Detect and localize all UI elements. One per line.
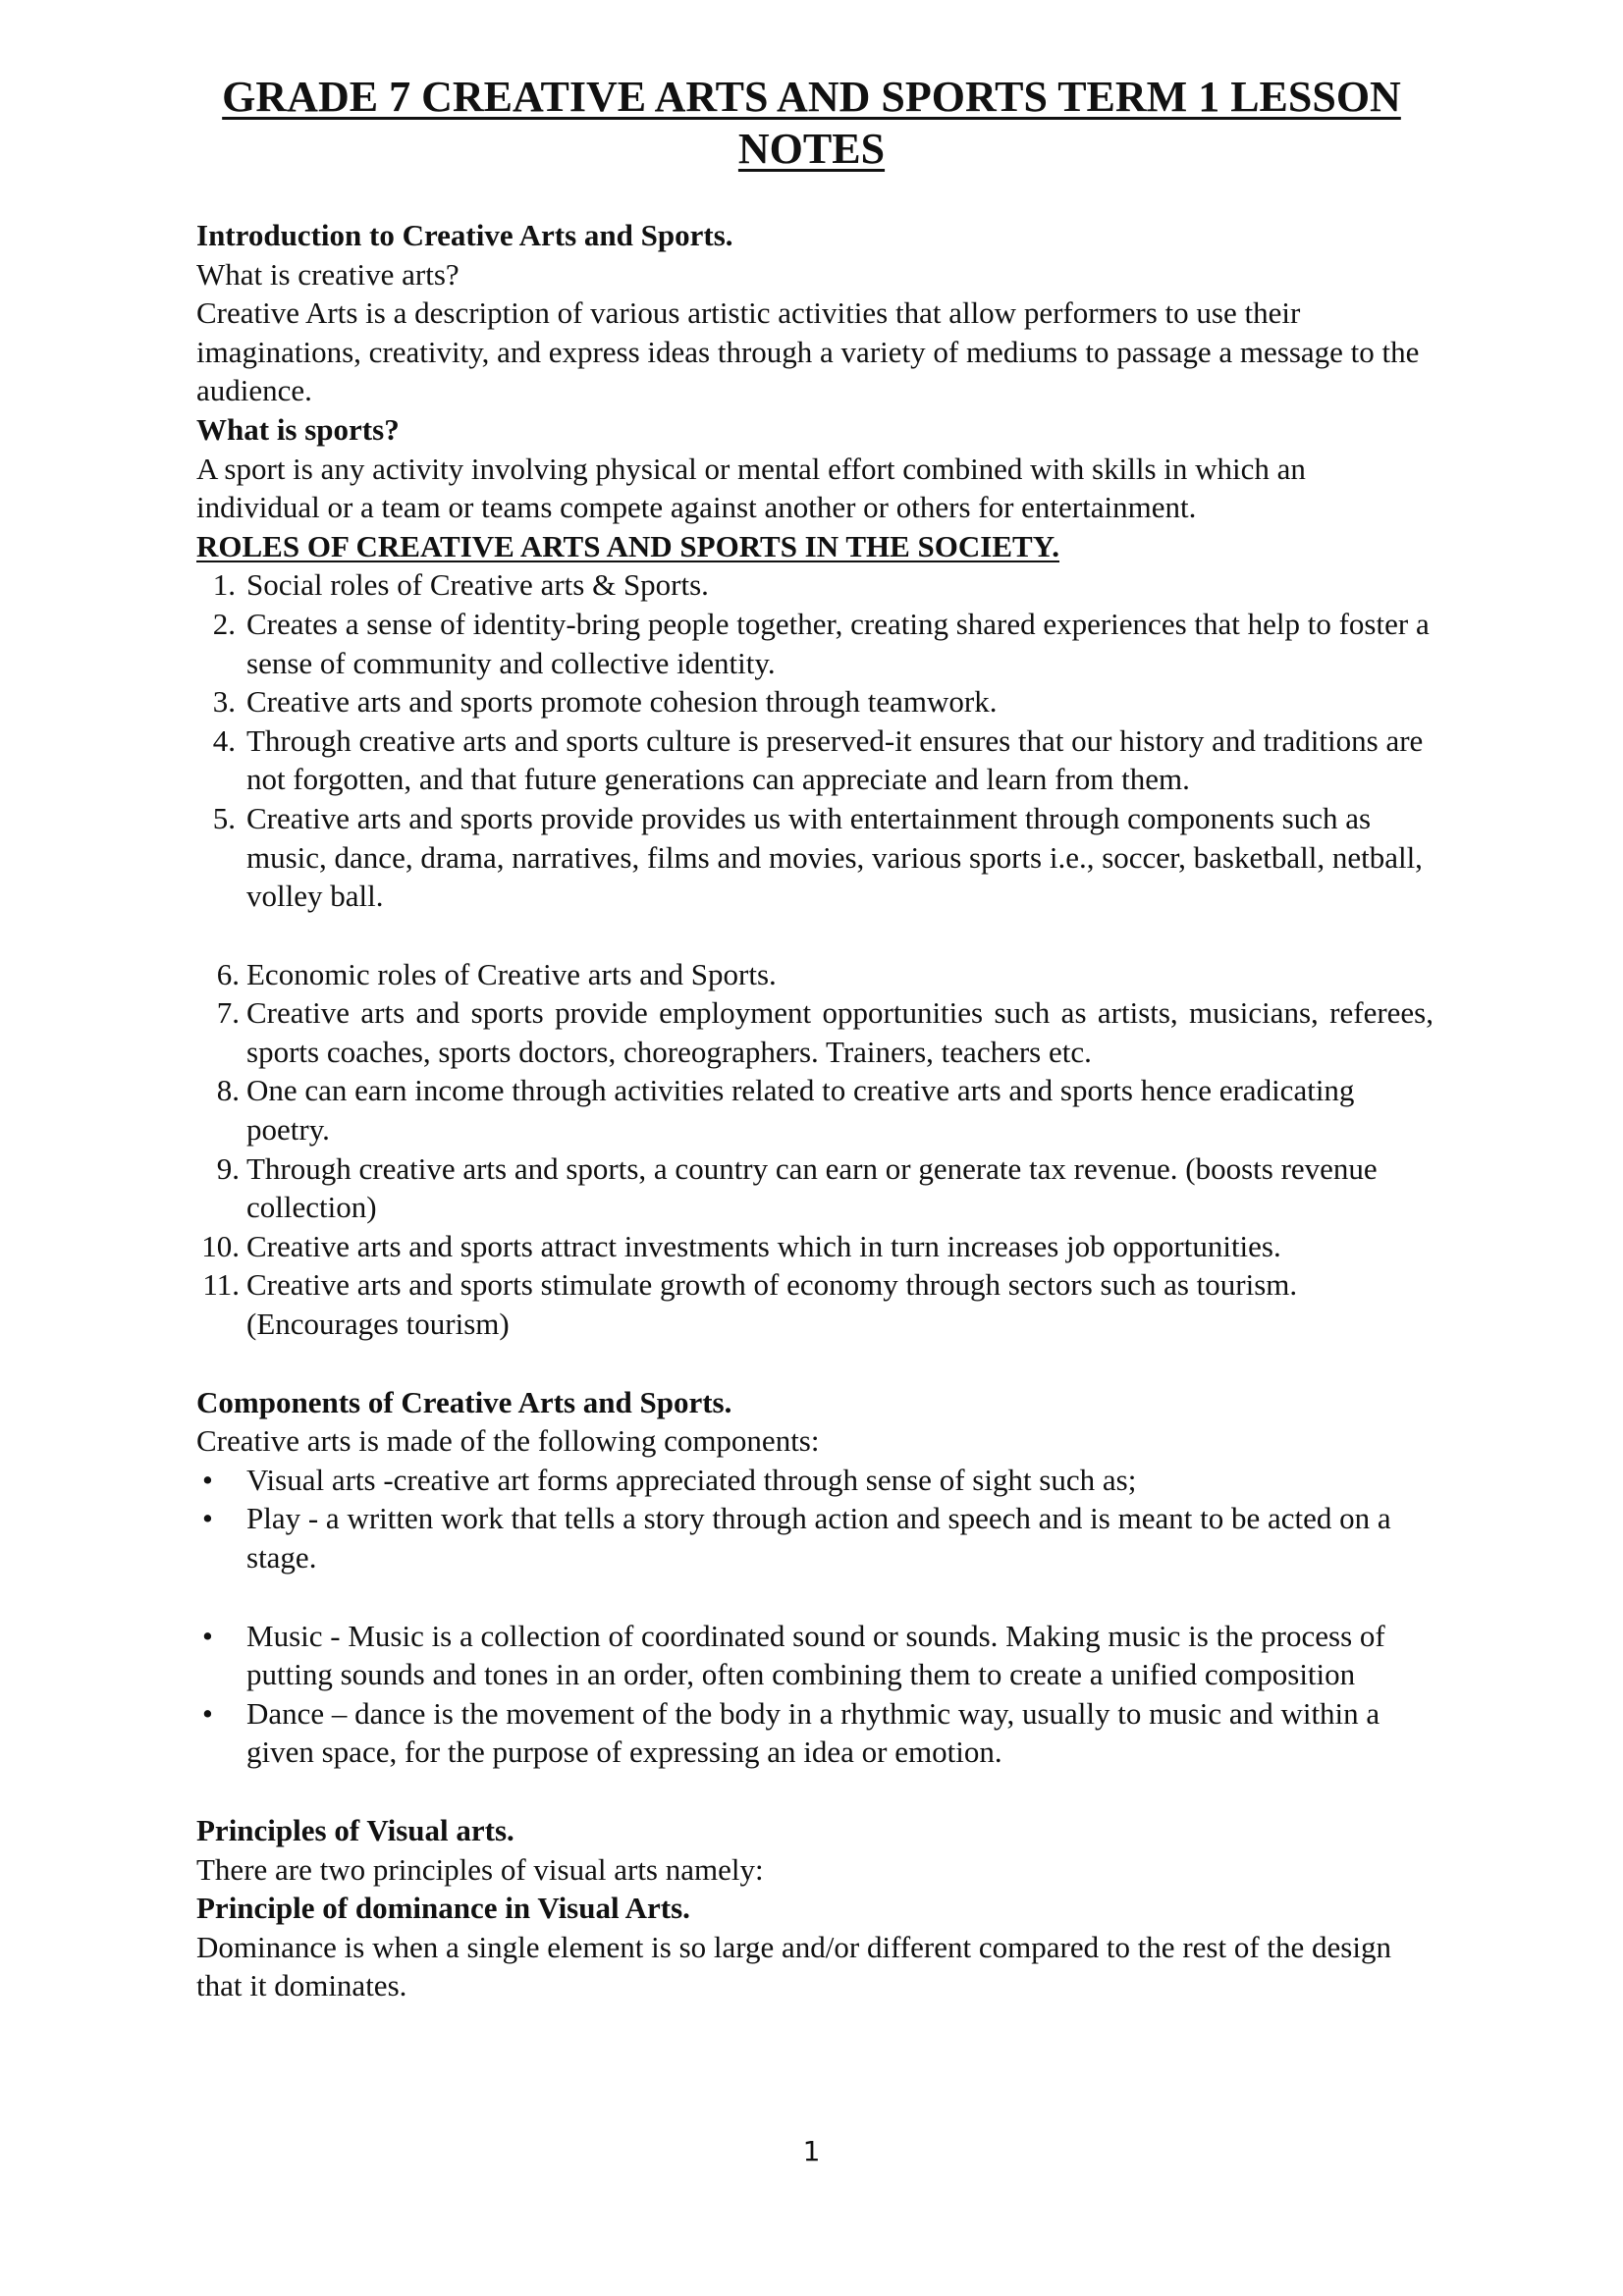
list-item-text: Creates a sense of identity-bring people together, creating shared experiences that help to foster a sense of community and collective identity. <box>246 606 1430 680</box>
list-item <box>196 993 1434 1071</box>
list-item <box>196 955 1434 994</box>
answer-creative-arts: Creative Arts is a description of various artistic activities that allow performers to use their imaginations, creativity, and express ideas through a variety of mediums to passage a message to the audience. <box>196 295 1420 408</box>
list-number: 6. <box>216 956 240 991</box>
list-number: 7. <box>216 995 240 1031</box>
list-item <box>196 721 1434 799</box>
list-item <box>196 1499 1434 1576</box>
list-item <box>196 1071 1434 1148</box>
roles-list-social <box>196 565 1434 915</box>
list-item-text: Through creative arts and sports, a country can earn or generate tax revenue. (boosts revenue collection) <box>246 1150 1378 1225</box>
question-sports: What is sports? <box>196 411 400 447</box>
list-item-text: Through creative arts and sports culture is preserved-it ensures that our history and traditions are not forgotten, and that future generations can appreciate and learn from them. <box>246 722 1424 797</box>
bullet-icon: • <box>202 1618 213 1653</box>
list-item-text: Creative arts and sports provide provides us with entertainment through components such as music, dance, drama, narratives, films and movies, various sports i.e., soccer, basketball, netball, volley ball. <box>246 800 1423 914</box>
list-number: 1. <box>212 567 236 603</box>
list-item-text: One can earn income through activities related to creative arts and sports hence eradicating poetry. <box>246 1073 1355 1148</box>
spacer <box>196 1577 1434 1617</box>
list-item-text: Creative arts and sports attract investments which in turn increases job opportunities. <box>246 1228 1281 1263</box>
intro-heading: Introduction to Creative Arts and Sports. <box>196 218 733 252</box>
list-number: 2. <box>212 606 236 641</box>
roles-heading: ROLES OF CREATIVE ARTS AND SPORTS IN THE SOCIETY. <box>196 528 1059 563</box>
page-number: 1 <box>802 2135 821 2167</box>
dominance-heading: Principle of dominance in Visual Arts. <box>196 1891 690 1926</box>
spacer <box>196 1772 1434 1811</box>
title-line-1: GRADE 7 CREATIVE ARTS AND SPORTS TERM 1 LESSON <box>222 73 1401 121</box>
list-item-text: Play - a written work that tells a story through action and speech and is meant to be acted on a stage. <box>246 1501 1391 1575</box>
components-heading: Components of Creative Arts and Sports. <box>196 1384 732 1419</box>
list-item <box>196 1227 1434 1266</box>
answer-sports: A sport is any activity involving physical or mental effort combined with skills in which an individual or a team or teams compete against another or others for entertainment. <box>196 451 1306 525</box>
document-title <box>0 71 1623 175</box>
bullet-icon: • <box>202 1501 213 1536</box>
principles-heading: Principles of Visual arts. <box>196 1812 514 1847</box>
list-number: 8. <box>216 1073 240 1108</box>
list-item <box>196 605 1434 682</box>
list-item <box>196 1617 1434 1694</box>
bullet-icon: • <box>202 1695 213 1731</box>
title-line-2: NOTES <box>737 125 886 173</box>
components-intro: Creative arts is made of the following components: <box>196 1423 820 1459</box>
components-list <box>196 1461 1434 1577</box>
list-item-text: Social roles of Creative arts & Sports. <box>246 567 709 603</box>
spacer <box>196 916 1434 955</box>
list-item <box>196 1694 1434 1772</box>
list-item <box>196 1149 1434 1227</box>
list-item <box>196 682 1434 721</box>
bullet-icon: • <box>202 1462 213 1497</box>
list-item <box>196 565 1434 605</box>
list-number: 5. <box>212 800 236 835</box>
list-number: 4. <box>212 722 236 758</box>
list-item <box>196 1265 1434 1343</box>
list-item-text: Economic roles of Creative arts and Sports. <box>246 956 777 991</box>
spacer <box>196 1344 1434 1383</box>
components-list-continued <box>196 1617 1434 1772</box>
list-item-text: Visual arts -creative art forms appreciated through sense of sight such as; <box>246 1462 1137 1497</box>
list-item-text: Creative arts and sports provide employment opportunities such as artists, musicians, referees, sports coaches, sports doctors, choreographers. Trainers, teachers etc. <box>246 995 1434 1069</box>
document-body <box>196 216 1434 2005</box>
list-item <box>196 799 1434 916</box>
list-number: 11. <box>202 1267 240 1303</box>
question-creative-arts: What is creative arts? <box>196 256 460 292</box>
dominance-text: Dominance is when a single element is so large and/or different compared to the rest of the design that it dominates. <box>196 1929 1391 2003</box>
list-item-text: Music - Music is a collection of coordinated sound or sounds. Making music is the process of putting sounds and tones in an order, often combining them to create a unified composition <box>246 1618 1385 1692</box>
list-number: 9. <box>216 1150 240 1186</box>
list-item-text: Creative arts and sports promote cohesion through teamwork. <box>246 684 998 720</box>
list-item-text: Creative arts and sports stimulate growth of economy through sectors such as tourism. (Encourages tourism) <box>246 1267 1298 1342</box>
list-number: 10. <box>201 1228 240 1263</box>
roles-list-economic <box>196 955 1434 1344</box>
list-item-text: Dance – dance is the movement of the body in a rhythmic way, usually to music and within a given space, for the purpose of expressing an idea or emotion. <box>246 1695 1380 1770</box>
list-item <box>196 1461 1434 1500</box>
principles-intro: There are two principles of visual arts namely: <box>196 1851 764 1887</box>
list-number: 3. <box>212 684 236 720</box>
